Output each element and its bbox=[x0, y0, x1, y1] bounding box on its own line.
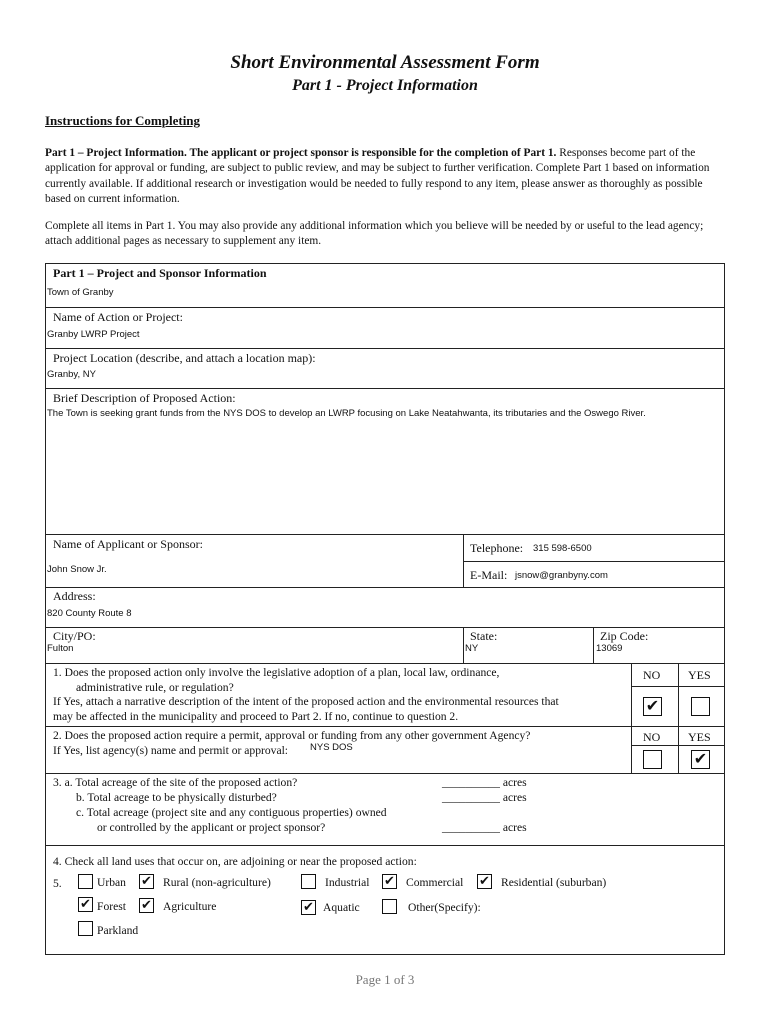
q3-a-acres-field[interactable]: __________ acres bbox=[442, 776, 527, 789]
state-value[interactable]: NY bbox=[465, 643, 479, 654]
divider bbox=[45, 845, 725, 846]
divider bbox=[45, 388, 725, 389]
location-label: Project Location (describe, and attach a location map): bbox=[53, 351, 316, 365]
divider bbox=[45, 773, 725, 774]
form-title: Short Environmental Assessment Form bbox=[230, 52, 540, 73]
email-label: E-Mail: bbox=[470, 568, 508, 582]
q2-yes-checkbox[interactable]: ✔ bbox=[691, 750, 710, 769]
action-label: Name of Action or Project: bbox=[53, 310, 183, 324]
address-label: Address: bbox=[53, 589, 96, 603]
land-use-industrial-label: Industrial bbox=[325, 876, 370, 889]
applicant-label: Name of Applicant or Sponsor: bbox=[53, 537, 203, 551]
land-use-agriculture-label: Agriculture bbox=[163, 900, 217, 913]
q1-no-checkbox[interactable]: ✔ bbox=[643, 697, 662, 716]
instructions-para1-rest: Responses become part of the application for approval or funding, are subject to public review, and may be subject to further verification. Complete Part 1 based on information currently available. If additional research or investigation would be needed to fully respond to any item, please answer as thoroughly as possible based on current information. bbox=[45, 147, 710, 205]
q2-line-2: If Yes, list agency(s) name and permit or approval: bbox=[53, 744, 289, 757]
land-use-other-checkbox[interactable] bbox=[382, 899, 397, 914]
land-use-residential-label: Residential (suburban) bbox=[501, 876, 607, 889]
form-subtitle: Part 1 - Project Information bbox=[292, 77, 478, 94]
q2-no-label: NO bbox=[643, 730, 661, 744]
land-use-commercial-label: Commercial bbox=[406, 876, 464, 889]
land-use-urban-label: Urban bbox=[97, 876, 126, 889]
telephone-label: Telephone: bbox=[470, 541, 524, 555]
q2-no-checkbox[interactable] bbox=[643, 750, 662, 769]
instructions-heading: Instructions for Completing bbox=[45, 113, 201, 128]
q3-a-text: 3. a. Total acreage of the site of the proposed action? bbox=[53, 776, 298, 789]
land-use-forest-label: Forest bbox=[97, 900, 126, 913]
divider bbox=[45, 627, 725, 628]
q1-line-4: may be affected in the municipality and proceed to Part 2. If no, continue to question 2. bbox=[53, 710, 459, 723]
land-use-urban-checkbox[interactable] bbox=[78, 874, 93, 889]
zip-label: Zip Code: bbox=[600, 629, 649, 643]
address-value[interactable]: 820 County Route 8 bbox=[47, 608, 132, 619]
telephone-value[interactable]: 315 598-6500 bbox=[533, 543, 592, 554]
divider bbox=[45, 587, 725, 588]
divider bbox=[678, 663, 679, 773]
divider bbox=[463, 627, 464, 663]
q2-agency-value[interactable]: NYS DOS bbox=[310, 742, 353, 753]
q1-yes-label: YES bbox=[688, 668, 711, 682]
description-label: Brief Description of Proposed Action: bbox=[53, 391, 236, 405]
divider bbox=[45, 726, 725, 727]
zip-value[interactable]: 13069 bbox=[596, 643, 623, 654]
q3-c-text-2: or controlled by the applicant or project sponsor? bbox=[97, 821, 326, 834]
q2-line-1: 2. Does the proposed action require a permit, approval or funding from any other government Agency? bbox=[53, 729, 531, 742]
description-value[interactable]: The Town is seeking grant funds from the NYS DOS to develop an LWRP focusing on Lake Neatahwanta, its tributaries and the Oswego River. bbox=[47, 408, 646, 419]
land-use-industrial-checkbox[interactable] bbox=[301, 874, 316, 889]
land-use-parkland-checkbox[interactable] bbox=[78, 921, 93, 936]
page-number: Page 1 of 3 bbox=[355, 972, 415, 987]
land-use-residential-checkbox[interactable]: ✔ bbox=[477, 874, 492, 889]
form-frame bbox=[45, 263, 725, 955]
land-use-forest-checkbox[interactable]: ✔ bbox=[78, 897, 93, 912]
divider bbox=[631, 663, 632, 773]
instructions-paragraph-1 bbox=[45, 146, 725, 207]
q3-b-acres-field[interactable]: __________ acres bbox=[442, 791, 527, 804]
instructions-paragraph-2: Complete all items in Part 1. You may also provide any additional information which you believe will be needed by or useful to the lead agency; attach additional pages as necessary to supplement any item. bbox=[45, 220, 704, 248]
city-label: City/PO: bbox=[53, 629, 96, 643]
q2-yes-label: YES bbox=[688, 730, 711, 744]
sponsor-org-value[interactable]: Town of Granby bbox=[47, 287, 114, 298]
q1-line-3: If Yes, attach a narrative description of the intent of the proposed action and the environmental resources that bbox=[53, 695, 559, 708]
section-title: Part 1 – Project and Sponsor Information bbox=[53, 266, 267, 280]
q4-text: 4. Check all land uses that occur on, are adjoining or near the proposed action: bbox=[53, 855, 417, 868]
divider bbox=[45, 663, 725, 664]
q1-line-2: administrative rule, or regulation? bbox=[76, 681, 234, 694]
q1-line-1: 1. Does the proposed action only involve the legislative adoption of a plan, local law, ordinance, bbox=[53, 666, 500, 679]
instructions-para1-bold: Part 1 – Project Information. The applicant or project sponsor is responsible for the completion of Part 1. bbox=[45, 147, 557, 159]
land-use-commercial-checkbox[interactable]: ✔ bbox=[382, 874, 397, 889]
q1-yes-checkbox[interactable] bbox=[691, 697, 710, 716]
divider bbox=[631, 686, 725, 687]
q3-c-text-1: c. Total acreage (project site and any contiguous properties) owned bbox=[76, 806, 387, 819]
land-use-aquatic-checkbox[interactable]: ✔ bbox=[301, 900, 316, 915]
land-use-other-label: Other(Specify): bbox=[408, 901, 481, 914]
divider bbox=[631, 745, 725, 746]
land-use-rural-label: Rural (non-agriculture) bbox=[163, 876, 271, 889]
land-use-aquatic-label: Aquatic bbox=[323, 901, 360, 914]
divider bbox=[593, 627, 594, 663]
q5-number: 5. bbox=[53, 877, 62, 890]
divider bbox=[45, 307, 725, 308]
q1-no-label: NO bbox=[643, 668, 661, 682]
location-value[interactable]: Granby, NY bbox=[47, 369, 96, 380]
divider bbox=[45, 534, 725, 535]
city-value[interactable]: Fulton bbox=[47, 643, 74, 654]
state-label: State: bbox=[470, 629, 498, 643]
applicant-value[interactable]: John Snow Jr. bbox=[47, 564, 107, 575]
land-use-parkland-label: Parkland bbox=[97, 924, 139, 937]
q3-c-acres-field[interactable]: __________ acres bbox=[442, 821, 527, 834]
land-use-agriculture-checkbox[interactable]: ✔ bbox=[139, 898, 154, 913]
q3-b-text: b. Total acreage to be physically disturbed? bbox=[76, 791, 277, 804]
land-use-rural-checkbox[interactable]: ✔ bbox=[139, 874, 154, 889]
email-value[interactable]: jsnow@granbyny.com bbox=[515, 570, 608, 581]
divider bbox=[45, 348, 725, 349]
action-value[interactable]: Granby LWRP Project bbox=[47, 329, 140, 340]
divider bbox=[463, 561, 725, 562]
